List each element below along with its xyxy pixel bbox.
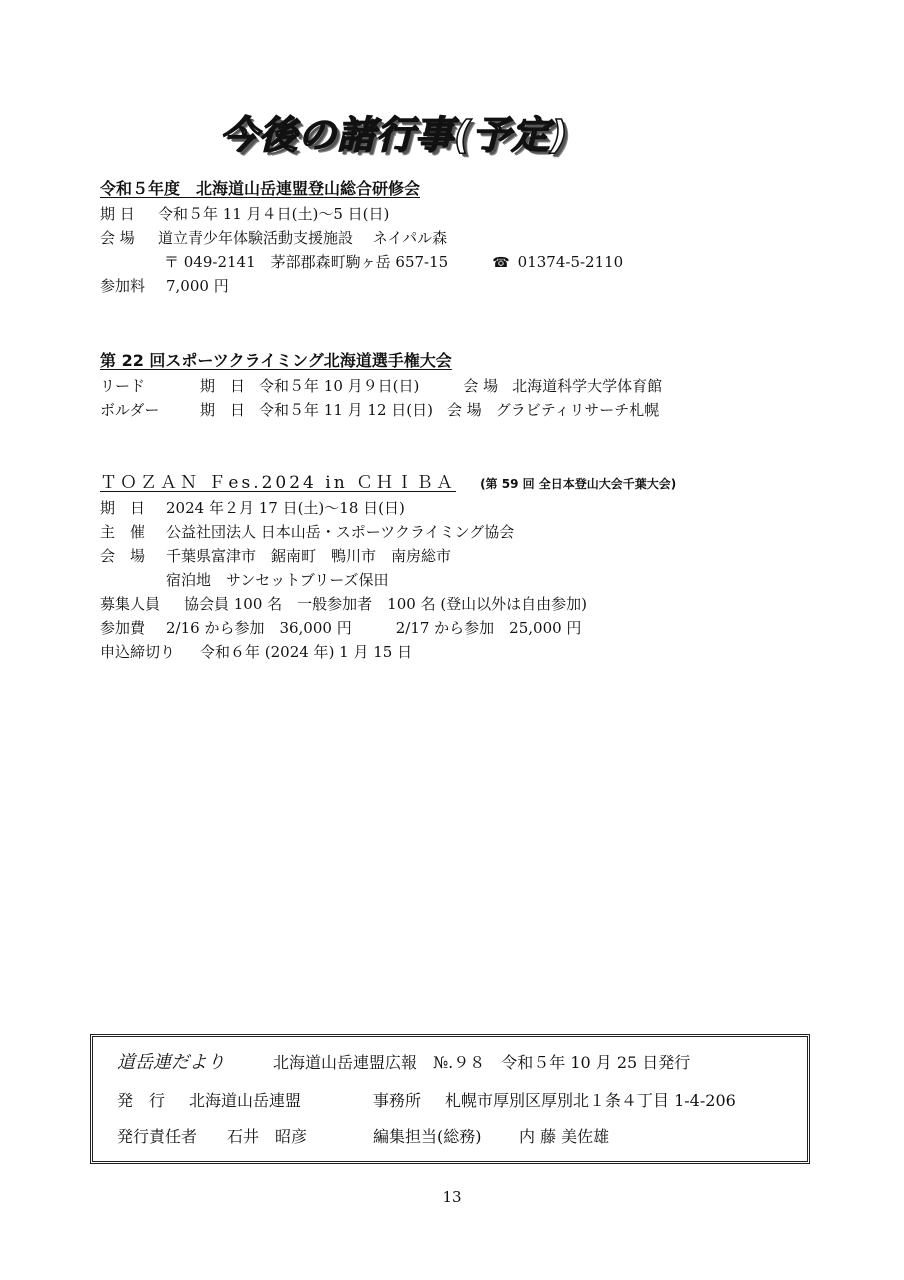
host-row [100, 520, 676, 544]
date-value: 2024 年２月 17 日(土)～18 日(日) [166, 499, 405, 517]
section-training-seminar [100, 176, 623, 298]
newsletter-colophon-box [90, 1034, 810, 1164]
tozan-title: ＴＯＺＡＮ Ｆes.2024 in ＣＨＩＢＡ [100, 473, 457, 493]
section-tozan-fes [100, 470, 676, 664]
event-row-boulder [100, 398, 662, 422]
fee-value-1: 2/16 から参加 36,000 円 [166, 619, 352, 637]
event-date-label: 期 日 [200, 401, 246, 419]
host-label: 主 催 [100, 523, 146, 541]
tozan-subtitle: (第 59 回 全日本登山大会千葉大会) [480, 477, 677, 491]
bulletin-info: 北海道山岳連盟広報 №.９８ 令和５年 10 月 25 日発行 [273, 1053, 691, 1072]
address-row [100, 250, 623, 274]
office-label: 事務所 [373, 1091, 422, 1110]
event-venue-value: グラビティリサーチ札幌 [495, 401, 660, 419]
page-number: 13 [442, 1188, 462, 1206]
lodging-value: 宿泊地 サンセットブリーズ保田 [166, 571, 389, 589]
page-title: 今後の諸行事(予定) [220, 113, 569, 157]
venue-label: 会 場 [100, 547, 146, 565]
venue-label: 会 場 [100, 229, 135, 247]
event-date-value: 令和５年 10 月９日(日) [259, 377, 420, 395]
event-date-label: 期 日 [200, 377, 246, 395]
newsletter-name: 道岳連だより [117, 1052, 225, 1073]
office-value: 札幌市厚別区厚別北１条４丁目 1-4-206 [445, 1091, 736, 1110]
event-venue-value: 北海道科学大学体育館 [512, 377, 663, 395]
recruit-value: 協会員 100 名 一般参加者 100 名 (登山以外は自由参加) [184, 595, 588, 613]
date-label: 期 日 [100, 205, 135, 223]
recruit-label: 募集人員 [100, 595, 161, 613]
section-heading [100, 470, 676, 496]
event-name: リード [100, 377, 146, 395]
section-heading: 第 22 回スポーツクライミング北海道選手権大会 [100, 351, 452, 370]
deadline-label: 申込締切り [100, 643, 176, 661]
colophon-publisher-row [117, 1087, 736, 1115]
responsible-label: 発行責任者 [117, 1127, 198, 1146]
date-row [100, 496, 676, 520]
section-heading: 令和５年度 北海道山岳連盟登山総合研修会 [100, 179, 421, 198]
section-climbing-championship [100, 348, 662, 422]
host-value: 公益社団法人 日本山岳・スポーツクライミング協会 [166, 523, 515, 541]
date-row [100, 202, 623, 226]
fee-value: 7,000 円 [166, 277, 229, 295]
fee-label: 参加料 [100, 277, 146, 295]
event-date-value: 令和５年 11 月 12 日(日) [259, 401, 433, 419]
fee-row [100, 274, 623, 298]
deadline-value: 令和６年 (2024 年) 1 月 15 日 [200, 643, 413, 661]
venue-value: 千葉県富津市 鋸南町 鴨川市 南房総市 [166, 547, 452, 565]
colophon-responsible-row [117, 1123, 609, 1151]
telephone-icon: ☎ [492, 255, 510, 271]
event-venue-label: 会 場 [463, 377, 499, 395]
event-venue-label: 会 場 [446, 401, 482, 419]
deadline-row [100, 640, 676, 664]
event-row-lead [100, 374, 662, 398]
date-label: 期 日 [100, 499, 146, 517]
publisher-label: 発 行 [117, 1091, 166, 1110]
editor-value: 内 藤 美佐雄 [519, 1127, 610, 1146]
venue-row [100, 544, 676, 568]
event-name: ボルダー [100, 401, 160, 419]
lodging-row [100, 568, 676, 592]
colophon-title-row [117, 1049, 690, 1077]
fee-label: 参加費 [100, 619, 146, 637]
publisher-value: 北海道山岳連盟 [189, 1091, 302, 1110]
venue-value: 道立青少年体験活動支援施設 ネイパル森 [158, 229, 448, 247]
address-value: 〒 049-2141 茅部郡森町駒ヶ岳 657-15 [164, 253, 449, 271]
venue-row [100, 226, 623, 250]
phone-value: 01374-5-2110 [517, 253, 624, 271]
responsible-value: 石井 昭彦 [227, 1127, 308, 1146]
editor-label: 編集担当(総務) [373, 1127, 482, 1146]
fee-value-2: 2/17 から参加 25,000 円 [395, 619, 582, 637]
recruit-row [100, 592, 676, 616]
fee-row [100, 616, 676, 640]
date-value: 令和５年 11 月４日(土)～5 日(日) [158, 205, 390, 223]
